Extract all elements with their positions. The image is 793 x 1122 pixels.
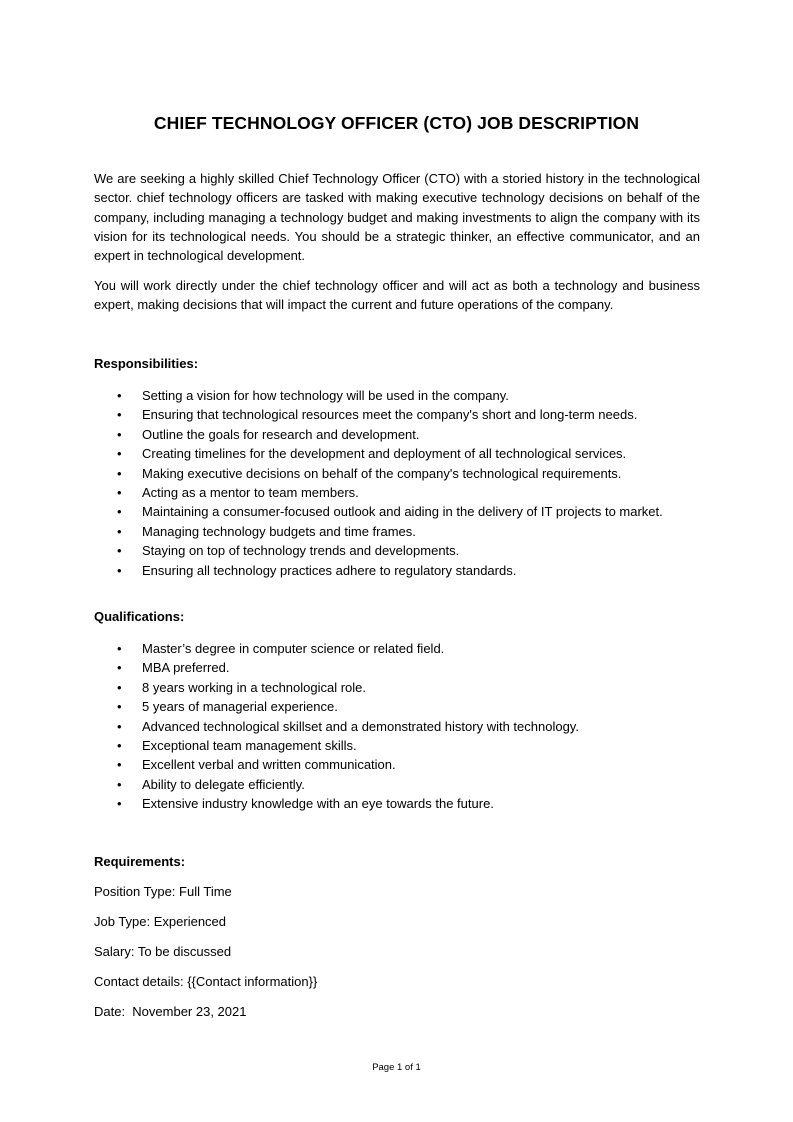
bullet-icon: • bbox=[117, 718, 122, 734]
list-item bbox=[94, 386, 714, 405]
bullet-icon: • bbox=[117, 796, 122, 812]
date: Date: November 23, 2021 bbox=[94, 1004, 247, 1019]
list-item bbox=[94, 678, 714, 697]
bullet-icon: • bbox=[117, 407, 122, 423]
list-item bbox=[94, 658, 714, 677]
requirements-heading: Requirements: bbox=[94, 854, 186, 869]
list-item-text: MBA preferred. bbox=[142, 660, 230, 676]
list-item-text: Advanced technological skillset and a demonstrated history with technology. bbox=[142, 718, 579, 734]
list-item bbox=[94, 502, 714, 521]
list-item bbox=[94, 775, 714, 794]
bullet-icon: • bbox=[117, 776, 122, 792]
list-item-text: Creating timelines for the development and deployment of all technological services. bbox=[142, 446, 627, 462]
list-item-text: Exceptional team management skills. bbox=[142, 737, 357, 753]
list-item bbox=[94, 522, 714, 541]
page-number: Page 1 of 1 bbox=[372, 1062, 421, 1073]
bullet-icon: • bbox=[117, 388, 122, 403]
list-item bbox=[94, 405, 714, 424]
bullet-icon: • bbox=[117, 737, 122, 753]
qualifications-heading: Qualifications: bbox=[94, 609, 185, 624]
list-item-text: Master’s degree in computer science or related field. bbox=[142, 641, 445, 656]
bullet-icon: • bbox=[117, 699, 122, 715]
intro-paragraph: You will work directly under the chief technology officer and will act as both a technology and business expert, making decisions that will impact the current and future operations of the company. bbox=[94, 278, 700, 313]
intro-paragraph: We are seeking a highly skilled Chief Technology Officer (CTO) with a storied history in the technological sector. chief technology officers are tasked with making executive technology decisions on behalf of the company, including managing a technology budget and making investments to align the company with its vision for its technological needs. You should be a strategic thinker, an effective communicator, and an expert in technological development. bbox=[94, 171, 700, 264]
bullet-icon: • bbox=[117, 484, 122, 500]
list-item bbox=[94, 697, 714, 716]
bullet-icon: • bbox=[117, 757, 122, 773]
list-item bbox=[94, 425, 714, 444]
list-item-text: Outline the goals for research and development. bbox=[142, 426, 420, 442]
bullet-icon: • bbox=[117, 679, 122, 695]
responsibilities-list bbox=[94, 386, 714, 580]
list-item-text: 5 years of managerial experience. bbox=[142, 699, 338, 715]
bullet-icon: • bbox=[117, 426, 122, 442]
list-item bbox=[94, 755, 714, 774]
bullet-icon: • bbox=[117, 446, 122, 462]
document-title: CHIEF TECHNOLOGY OFFICER (CTO) JOB DESCRIPTION bbox=[153, 113, 640, 133]
bullet-icon: • bbox=[117, 562, 122, 578]
position-type: Position Type: Full Time bbox=[94, 884, 232, 899]
list-item-text: 8 years working in a technological role. bbox=[142, 679, 367, 695]
list-item-text: Acting as a mentor to team members. bbox=[142, 484, 359, 500]
contact-details: Contact details: {{Contact information}} bbox=[94, 974, 318, 989]
bullet-icon: • bbox=[117, 523, 122, 539]
list-item bbox=[94, 464, 714, 483]
list-item-text: Setting a vision for how technology will be used in the company. bbox=[142, 388, 509, 403]
list-item-text: Ensuring that technological resources meet the company's short and long-term needs. bbox=[142, 407, 638, 423]
list-item bbox=[94, 561, 714, 580]
list-item bbox=[94, 444, 714, 463]
bullet-icon: • bbox=[117, 641, 122, 656]
bullet-icon: • bbox=[117, 465, 122, 481]
list-item-text: Maintaining a consumer-focused outlook and aiding in the delivery of IT projects to market. bbox=[142, 504, 663, 520]
list-item-text: Making executive decisions on behalf of the company's technological requirements. bbox=[142, 465, 622, 481]
qualifications-list bbox=[94, 639, 714, 814]
list-item-text: Staying on top of technology trends and developments. bbox=[142, 543, 460, 559]
list-item-text: Managing technology budgets and time frames. bbox=[142, 523, 416, 539]
list-item-text: Ensuring all technology practices adhere to regulatory standards. bbox=[142, 562, 517, 578]
list-item bbox=[94, 717, 714, 736]
bullet-icon: • bbox=[117, 660, 122, 676]
list-item-text: Extensive industry knowledge with an eye towards the future. bbox=[142, 796, 494, 812]
job-type: Job Type: Experienced bbox=[94, 914, 227, 929]
responsibilities-heading: Responsibilities: bbox=[94, 356, 199, 371]
list-item bbox=[94, 639, 714, 658]
list-item bbox=[94, 483, 714, 502]
list-item bbox=[94, 794, 714, 813]
bullet-icon: • bbox=[117, 543, 122, 559]
list-item-text: Excellent verbal and written communication. bbox=[142, 757, 396, 773]
list-item bbox=[94, 541, 714, 560]
bullet-icon: • bbox=[117, 504, 122, 520]
list-item-text: Ability to delegate efficiently. bbox=[142, 776, 305, 792]
list-item bbox=[94, 736, 714, 755]
salary: Salary: To be discussed bbox=[94, 944, 232, 959]
